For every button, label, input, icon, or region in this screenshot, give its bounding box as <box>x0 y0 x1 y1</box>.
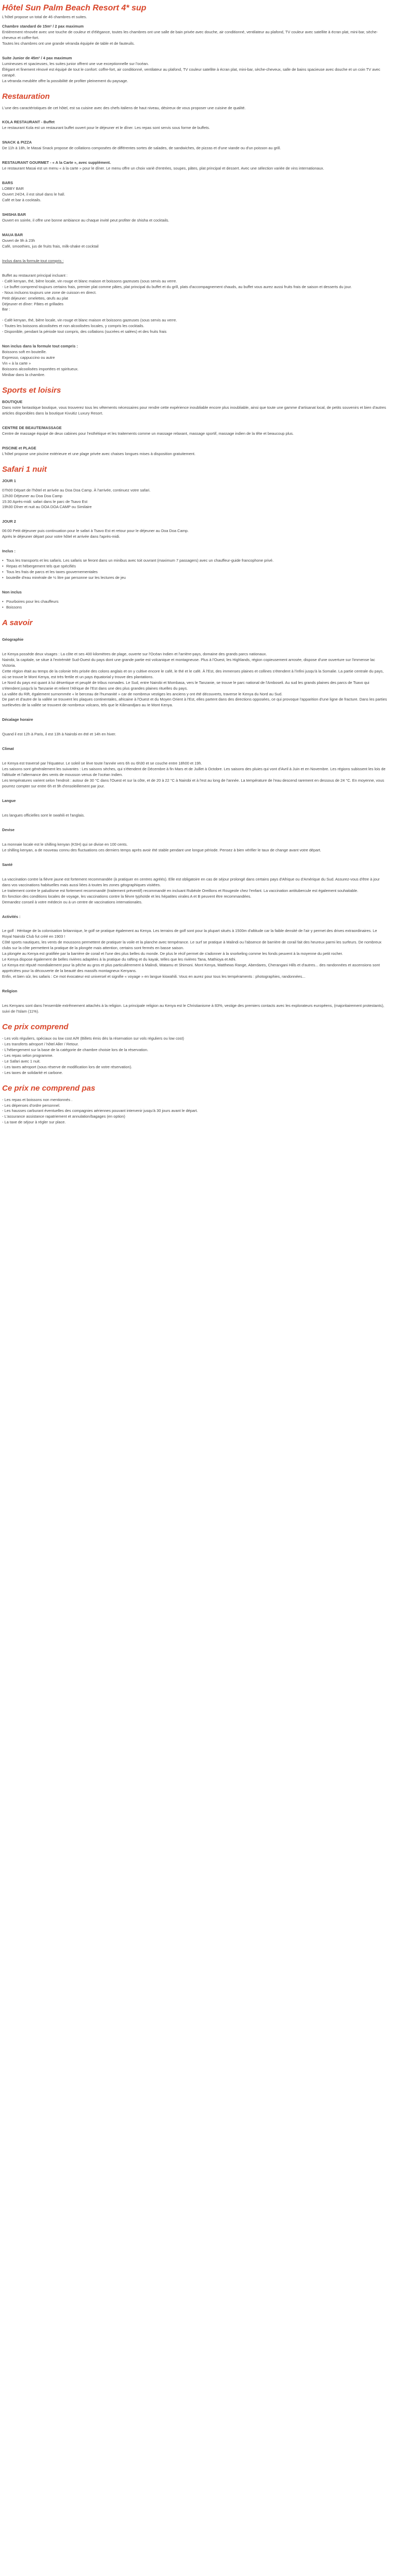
safari-day-title: JOUR 2 <box>2 519 16 524</box>
list-item: • Pourboires pour les chauffeurs <box>2 599 388 605</box>
formule-line: - Toutes les boissons alcoolisées et non alcoolisées locales, y compris les cocktails. <box>2 323 145 329</box>
venue-name: MAUA BAR <box>2 232 23 237</box>
activites-title: Activités : <box>2 914 21 919</box>
prix-ne-line: - La taxe de séjour à régler sur place. <box>2 1120 66 1125</box>
non-inclus-line: Boissons soft en bouteille. <box>2 349 47 355</box>
sports-title: Sports et loisirs <box>2 385 61 395</box>
list-item: • Tous les transports et les safaris. Les safaris se feront dans un minibus avec toit ouvrant (maximum 7 passagers) avec un chauffeur-guide francophone privé. <box>2 558 388 564</box>
prix-line: - L'hébergement sur la base de la catégorie de chambre choisie lors de la réservation. <box>2 1047 149 1052</box>
hotel-line: Élégant et finement rénové est équipé de tout le confort: coffre-fort, air conditionné, ventilateur au plafond, TV couleur satellite à écran plat, mini-bar, sèche-cheveux, salle de bains spacieuse avec douche et un coin TV avec canapé. <box>2 67 380 77</box>
venue-text: Ouvert en soirée, il offre une bonne ambiance au chaque invité peut profiter de shisha et cocktails. <box>2 217 169 223</box>
formule-line: - Disponible, pendant la période tout compris, des collations (sucrées et salées) et des fruits frais <box>2 329 167 334</box>
savoir-title: A savoir <box>2 618 33 627</box>
venue-text: Le restaurant Kola est un restaurant buffet ouvert pour le déjeuner et le dîner. Les repas sont servis sous forme de buffets. <box>2 125 210 131</box>
prix-line: - Les vols réguliers, spéciaux ou low cost A/R (Billets émis dès la réservation sur vols réguliers ou low cost) <box>2 1035 184 1041</box>
safari-line: 07h00 Départ de l'hôtel et arrivée au Doa Doa Camp. À l'arrivée, continuez votre safari. <box>2 487 151 493</box>
formule-line: - Nous incluons toujours une zone de cuisson en direct. <box>2 290 97 295</box>
geo-para: La vallée du Rift, également surnommée « le berceau de l'humanité » car de nombreux vestiges les anciens y ont été découverts, traverse le Kenya du Nord au Sud. <box>2 691 283 696</box>
prix-ne-line: - Les hausses carburant éventuelles des compagnies aériennes pouvant intervenir jusqu'à 30 jours avant le départ. <box>2 1108 198 1114</box>
activites-para: Le Kenya dispose également de belles rivières adaptées à la pratique du rafting et du kayak, telles que les rivières Tana, Mathioya et Athi. <box>2 957 237 962</box>
climat-para: Les températures varient selon l'endroit : autour de 30 °C dans l'Ouest et sur la côte, et de 20 à 22 °C à Nairobi et à l'est au long de l'année. La température de l'eau descend rarement en dessous de 24 °C. En moyenne, vous pourrez compter sur entre 6h et 9h d'ensoleillement par jour. <box>2 778 384 789</box>
hotel-line: Entièrement rénovée avec une touche de couleur et d'élégance, toutes les chambres ont une salle de bain privée avec douche, air conditionné, ventilateur au plafond, TV couleur avec satellite à écran plat, mini-bar, sèche-cheveux et coffre-fort. <box>2 29 378 40</box>
safari-line: 06:00 Petit déjeuner puis continuation pour le safari à Tsavo Est et retour pour le déjeuner au Doa Doa Camp. <box>2 528 189 534</box>
prix-comprend-title: Ce prix comprend <box>2 1022 69 1031</box>
safari-line: Après le déjeuner départ pour votre hôtel et arrivée dans l'après-midi. <box>2 534 120 539</box>
safari-inclus-list <box>2 558 388 581</box>
hotel-title: Hôtel Sun Palm Beach Resort 4* sup <box>2 4 147 12</box>
prix-ne-line: - Les dépenses d'ordre personnel. <box>2 1103 60 1108</box>
formule-line: Buffet au restaurant principal incluant : <box>2 273 68 278</box>
hotel-line: Toutes les chambres ont une grande véranda équipée de table et de fauteuils. <box>2 41 135 46</box>
formule-title: Inclus dans la formule tout compris : <box>2 258 64 263</box>
sport-block-name: BOUTIQUE <box>2 399 23 404</box>
room-standard-heading: Chambre standard de 15m² / 2 pax maximum <box>2 23 84 29</box>
prix-line: - Le Safari avec 1 nuit. <box>2 1058 41 1064</box>
list-item: • Tous les frais de parcs et les taxes gouvernementales <box>2 569 388 575</box>
geo-para: Cette région était au temps de la colonie très prisée des colons anglais et on y cultive encore le café, le thé et le café. À l'Est, des immenses plaines et collines s'étendent à l'infini jusqu'à la Somalie. La partie centrale du pays, où se trouve le Mont Kenya, est très fertile et un pays équatorial y trouve des plantations. <box>2 668 384 679</box>
climat-para: Le Kenya est traversé par l'équateur. Le soleil se lève toute l'année vers 6h ou 6h30 et se couche entre 18h00 et 19h. <box>2 761 202 766</box>
prix-ne-line: - L'assurance assistance rapatriement et annulation/bagages (en option) <box>2 1114 125 1119</box>
prix-line: - Les taxes aéroport (sous réserve de modification lors de votre réservation). <box>2 1064 133 1069</box>
devise-para: La monnaie locale est le shilling kenyan (KSH) qui se divise en 100 cents. <box>2 842 128 847</box>
venue-text: LOBBY BAR Ouvert 24/24, il est situé dans le hall. Café et bar à cocktails. <box>2 186 65 203</box>
safari-line: 19h30 Dîner et nuit au DOA DOA CAMP ou Similaire <box>2 504 92 510</box>
venue-name: RESTAURANT GOURMET - « A la Carte », avec supplément. <box>2 160 111 165</box>
safari-line: 15:30 Après-midi: safari dans le parc de Tsavo Est <box>2 499 88 504</box>
safari-day-title: JOUR 1 <box>2 478 16 483</box>
sport-block-text: L'hôtel propose une piscine extérieure et une plage privée avec chaises longues mises à disposition gratuitement. <box>2 451 195 456</box>
prix-line: - Les transferts aéroport / hôtel Aller / Retour. <box>2 1041 79 1046</box>
devise-title: Devise <box>2 827 15 832</box>
non-inclus-line: Expresso, cappuccino ou autre <box>2 355 55 360</box>
list-item: • Boissons <box>2 605 388 611</box>
list-item: • bouteille d'eau minérale de ½ litre par personne sur les lectures de jeu <box>2 575 388 581</box>
sante-title: Santé <box>2 862 13 867</box>
activites-para: Enfin, et bien sûr, les safaris : Ce mot évocateur est universel et signifie « voyage » en langue kiswahili. Vous en aurez pour tous les tempéraments : photographies, randonnées... <box>2 974 306 979</box>
sante-para: En fonction des conditions locales de voyage, les vaccinations contre la fièvre typhoïde et les hépatites virales A et B peuvent être recommandées. <box>2 894 252 899</box>
decalage-text: Quand il est 12h à Paris, il est 13h à Nairobi en été et 14h en hiver. <box>2 732 116 737</box>
formule-line: - Café kenyan, thé, bière locale, vin rouge et blanc maison et boissons gazeuses (sous servis au verre. <box>2 318 177 323</box>
religion-title: Religion <box>2 989 18 994</box>
climat-para: Les saisons sont généralement les suivantes : Les saisons sèches, qui s'étendent de Décembre à fin Mars et de Juillet à Octobre. Les saisons des pluies qui vont d'Avril à Juin et en Novembre. Les régions subissent les lois de l'altitude et l'alternance des vents de mousson venus de l'océan Indien. <box>2 767 386 778</box>
non-inclus-line: Boissons alcoolisées importées et spiritueux. <box>2 367 79 372</box>
sport-block-name: CENTRE DE BEAUTE/MASSAGE <box>2 425 62 430</box>
activites-para: Le golf : Héritage de la colonisation britannique, le golf se pratique également au Kenya. Les terrains de golf sont pour la plupart situés à 1500m d'altitude car la faible densité de l'air y permet des drives extraordinaires. Le Royal Nairobi Club fut créé en 1903 ! <box>2 928 377 939</box>
geo-para: Nairobi, la capitale, se situe à l'extrémité Sud-Ouest du pays dont une grande partie est volcanique et montagneuse. Plus à l'Ouest, les Highlands, région copieusement arrosée, dispose d'une ouverture sur l'immense lac Victoria. <box>2 657 375 668</box>
formule-line: Petit déjeuner: omelettes, œufs au plat <box>2 295 68 301</box>
venue-text: Ouvert de 9h à 23h Café, smoothies, jus de fruits frais, milk-shake et cocktail <box>2 238 99 249</box>
safari-line: 12h30 Déjeuner au Doa Doa Camp <box>2 493 62 498</box>
formule-line: Bar : <box>2 307 10 312</box>
decalage-title: Décalage horaire <box>2 717 33 722</box>
prix-line: - Les repas selon programme. <box>2 1053 54 1058</box>
hotel-line: La véranda meublée offre la possibilité de profiter pleinement du paysage. <box>2 78 128 83</box>
formule-line: - Le buffet comprend toujours certains frais, premier plat comme pâtes, plat principal du buffet et du grill, plats d'accompagnement chauds, au buffet vous aurez aussi fruits frais de saison et desserts du jour. <box>2 284 352 289</box>
non-inclus-formule-title: Non inclus dans la formule tout compris : <box>2 344 78 349</box>
restauration-intro: L'une des caractéristiques de cet hôtel, est sa cuisine avec des chefs italiens de haut niveau, désireux de vous proposer une cuisine de qualité. <box>2 105 246 110</box>
safari-inclus-title: Inclus : <box>2 549 16 554</box>
geo-para: De part et d'autre de la vallée se trouvent les plaques continentales, africaine à l'Ouest et du Moyen Orient à l'Est, elles partent dans des directions opposées, ce qui provoque l'apparition d'une ligne de fracture. Dans les parties surélevées de la vallée se trouvent de nombreux volcans, tels que le Kilimandjaro au Ie Mont Kenya. <box>2 697 387 708</box>
venue-name: KOLA RESTAURANT - Buffet <box>2 120 55 125</box>
formule-line: Déjeuner et dîner: Pâtes et grillades <box>2 301 63 306</box>
religion-text: Les Kenyans sont dans l'ensemble extrêmement attachés à la religion. La principale religion au Kenya est le Christianisme à 83%, vestige des premiers contacts avec les explorateurs européens, (majoritairement protestants), suivi de l'Islam (11%). <box>2 1003 385 1014</box>
geo-para: Le Kenya possède deux visages : La côte et ses 400 kilomètres de plage, ouverte sur l'Océan Indien et l'arrière-pays, domaine des grands parcs nationaux. <box>2 651 267 656</box>
venue-name: SHISHA BAR <box>2 212 26 217</box>
climat-title: Climat <box>2 746 14 752</box>
activites-para: Côté sports nautiques, les vents de moussons permettent de pratiquer la voile et la planche avec tempérance. Le surf se pratique à Malindi ou l'absence de barrière de corail fait des heureux parmi les surfeurs. De nombreux clubs sur la côte permettent la pratique de la plongée mais attention, certains sont fermés en basse saison. <box>2 940 382 951</box>
langue-text: Les langues officielles sont le swahili et l'anglais. <box>2 812 85 818</box>
sante-para: La vaccination contre la fièvre jaune est fortement recommandée (à pratiquer en centres agréés). Elle est obligatoire en cas de séjour prolongé dans certains pays d'Afrique ou d'Amérique du Sud. Assurez-vous d'être à jour dans vos vaccinations habituelles mais aussi liées à toutes les zones géographiques visitées. <box>2 876 380 887</box>
hotel-line: Lumineuses et spacieuses, les suites junior offrent une vue exceptionnelle sur l'océan. <box>2 61 149 66</box>
sante-para: Le traitement contre le paludisme est fortement recommandé (traitement préventif) recommandé en incluant Rubéole Oreillons et Rougeole chez l'enfant. La vaccination antitubercule est également souhaitable. <box>2 888 359 893</box>
langue-title: Langue <box>2 798 16 804</box>
devise-para: Le shilling kenyan, a de nouveau connu des fluctuations ces derniers temps après avoir été stable pendant une longue période. Pensez à bien vérifier le taux de change avant votre départ. <box>2 847 321 852</box>
sport-block-text: Dans notre fantastique boutique, vous trouverez tous les vêtements nécessaires pour rendre cette expérience inoubliable encore plus inoubliable, ainsi que toute une gamme d'artisanat local, de petits souvenirs et bien d'autres articles disponibles dans la boutique Kivuitiz Luxury Resort. <box>2 405 386 416</box>
document-page <box>0 0 390 1125</box>
venue-text: Le restaurant Masai est un menu « à la carte » pour le dîner. Le menu offre un choix varié d'entrées, soupes, pâtes, plat principal et dessert. Avec une sélection variée de vins internationaux. <box>2 166 324 171</box>
activites-para: La plongée au Kenya est gratifiée par la barrière de corail et l'une des plus belles du monde. De plus le récif permet de s'adonner à la snorkeling comme les fonds peuvent à la moyenne du petit rocher. <box>2 951 343 956</box>
prix-ne-line: - Les repas et boissons non mentionnés . <box>2 1097 73 1102</box>
restauration-title: Restauration <box>2 92 50 101</box>
prix-line: - Les taxes de solidarité et carbone. <box>2 1070 63 1075</box>
venue-text: De 11h à 18h, le Masai Snack propose de collations composées de différentes sortes de salades, de sandwiches, de pizzas et d'une viande ou d'un poisson au grill. <box>2 146 281 151</box>
formule-line: - Café kenyan, thé, bière locale, vin rouge et blanc maison et boissons gazeuses (sous servis au verre. <box>2 278 177 283</box>
activites-para: Le Kenya est réputé mondialement pour la pêche au gros et plus particulièrement à Malindi, Watamu et Shimoni. Mont Kenya, Matthews Range, Aberdares, Cherangani Hills et d'autres... des randonnées et ascensions sont appréciées pour la découverte de la beauté des massifs montagneux Kenyans. <box>2 963 380 974</box>
sport-block-text: Centre de massage équipé de deux cabines pour l'esthétique et les traitements comme un massage relaxant, massage sportif, massage indien de la tête et beaucoup plus. <box>2 431 294 436</box>
non-inclus-line: Minibar dans la chambre. <box>2 372 45 378</box>
hotel-line: L'hôtel propose un total de 46 chambres et suites. <box>2 15 87 19</box>
venue-name: SNACK & PIZZA <box>2 140 32 145</box>
non-inclus-line: Vin « à la carte » <box>2 361 31 366</box>
venue-name: BARS <box>2 180 13 186</box>
prix-ne-comprend-title: Ce prix ne comprend pas <box>2 1083 96 1093</box>
safari-non-inclus-list <box>2 599 388 611</box>
list-item: • Repas et hébergement tels que spécifiés <box>2 564 388 569</box>
formule-list <box>2 273 388 335</box>
sport-block-name: PISCINE et PLAGE <box>2 445 36 450</box>
geo-para: Le Nord du pays est quant à lui désertique et peuplé de tribus nomades. Le Sud, entre Nairobi et Mombasa, vers le Tanzanie, se trouve le parc national de l'Amboseli. Au sud les grands plaines des parcs de Tsavo qui s'étendent jusqu'à la Tanzanie et relient l'Afrique de l'Est dans une des plus grandes plaines rituelles du pays. <box>2 680 370 691</box>
room-junior-heading: Suite Junior de 45m² / 4 pax maximum <box>2 55 72 60</box>
geo-title: Géographie <box>2 637 24 642</box>
safari-non-inclus-title: Non inclus <box>2 590 22 595</box>
safari-title: Safari 1 nuit <box>2 464 47 474</box>
sante-para: Demandez conseil à votre médecin ou à un centre de vaccinations internationales. <box>2 899 142 904</box>
